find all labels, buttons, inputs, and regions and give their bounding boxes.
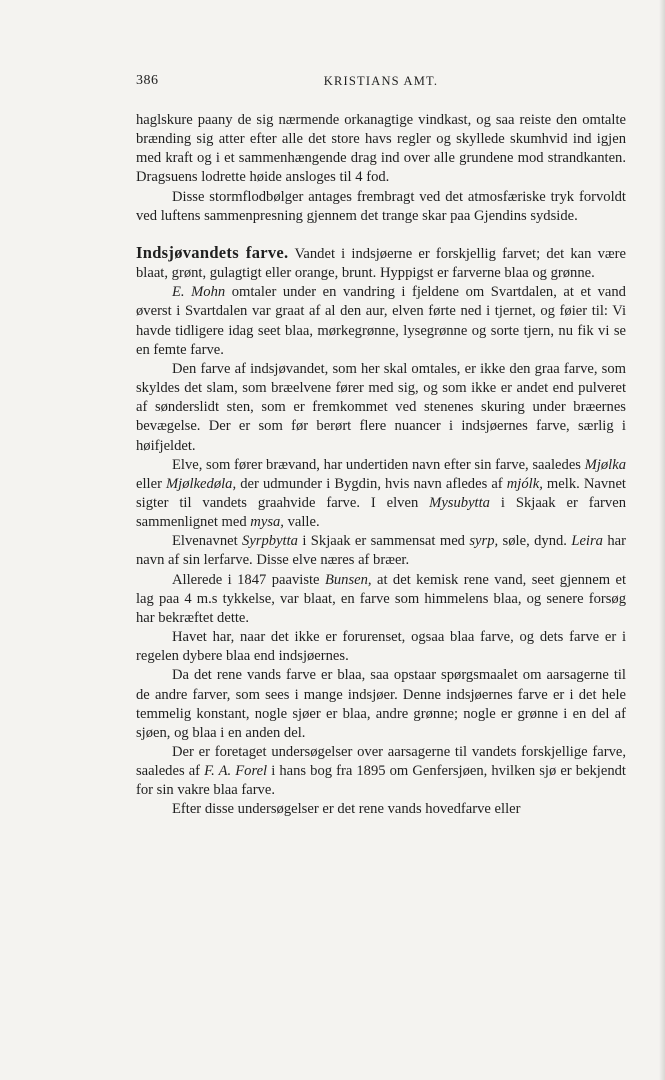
paragraph: haglskure paany de sig nærmende orkanagtige vindkast, og saa reiste den omtalte brænding sig atter efter alle det store havs regler og skyllede skumhvid ind igjen med kraft og i et sammenhængende drag ind over alle grundene mod strandkanten. Dragsuens lodrette høide ansloges til 4 fod. xyxy=(136,112,626,186)
paragraph xyxy=(136,283,626,360)
paragraph: Da det rene vands farve er blaa, saa opstaar spørgsmaalet om aarsagerne til de andre farver, som sees i mange indsjøer. Denne indsjøernes farve er i det hele temmelig konstant, nogle sjøer er blaa, andre grønne; nogle er grønne i en del af sjøen, og blaa i en anden del. xyxy=(136,667,626,741)
text-run: Elve, som fører brævand, har undertiden navn efter sin farve, saaledes xyxy=(172,456,585,473)
paragraph xyxy=(136,743,626,800)
paragraph-text: omtaler under en vandring i fjeldene om Svartdalen, at et vand øverst i Svartdalen var graat af al den aur, elven førte ned i tjernet, og føier til: Vi havde tidligere idag seet blaa, mørkegrønne, lysegrønne og sorte tjern, nu fik vi se en femte farve. xyxy=(136,284,626,358)
text-run: Elvenavnet xyxy=(172,533,243,550)
italic-term: Mysubytta xyxy=(429,494,490,511)
section-heading: Indsjøvandets farve. xyxy=(136,242,289,262)
paragraph xyxy=(136,456,626,533)
italic-term: mjólk, xyxy=(506,475,543,492)
text-run: i hans bog fra 1895 om Genfersjøen, hvilken sjø er bekjendt for sin vakre blaa farve. xyxy=(136,763,626,799)
italic-term: mysa, xyxy=(250,514,284,531)
text-run: der udmunder i Bygdin, hvis navn afledes af xyxy=(236,475,507,492)
body-text xyxy=(136,111,626,820)
person-name: F. A. Forel xyxy=(204,763,268,780)
paragraph xyxy=(136,571,626,628)
italic-term: Mjølkedøla, xyxy=(166,475,237,492)
text-run: Allerede i 1847 paaviste xyxy=(172,571,325,588)
italic-term: syrp, xyxy=(469,533,499,550)
person-name: E. Mohn xyxy=(172,284,226,301)
text-run: eller xyxy=(136,475,167,492)
text-run: valle. xyxy=(283,514,320,531)
paragraph: Havet har, naar det ikke er forurenset, ogsaa blaa farve, og dets farve er i regelen dybere blaa end indsjøernes. xyxy=(136,629,626,665)
text-run: at det kemisk rene vand, seet gjennem et lag paa 4 m.s tykkelse, var blaat, en farve som himmelens blaa, og senere forsøg har bekræftet dette. xyxy=(136,571,626,626)
paragraph: Disse stormflodbølger antages frembragt ved det atmosfæriske tryk forvoldt ved luftens sammenpresning gjennem det trange skar paa Gjendins sydside. xyxy=(136,188,626,224)
paragraph: Efter disse undersøgelser er det rene vands hovedfarve eller xyxy=(172,801,521,818)
paragraph: Den farve af indsjøvandet, som her skal omtales, er ikke den graa farve, som skyldes det slam, som bræelvene fører med sig, og som ikke er andet end pulveret af sønderslidt sten, som er fremkommet ved stenenes skuring under bræernes bevægelse. Der er som før berørt flere nuancer i indsjøernes farve, særlig i høifjeldet. xyxy=(136,360,626,454)
page-edge-shadow xyxy=(659,0,665,1080)
paragraph-text: Vandet i indsjøerne er forskjellig farvet; det kan være blaat, grønt, gulagtigt eller orange, brunt. Hyppigst er farverne blaa og grønne. xyxy=(136,245,626,282)
running-title: KRISTIANS AMT. xyxy=(323,74,439,88)
page-header xyxy=(136,73,626,93)
text-run: har navn af sin lerfarve. Disse elve næres af bræer. xyxy=(136,533,626,569)
page-number: 386 xyxy=(136,73,159,88)
text-run: i Skjaak er farven sammenlignet med xyxy=(136,494,626,531)
italic-term: Syrpbytta xyxy=(242,533,298,550)
italic-term: Leira xyxy=(571,533,603,550)
text-run: i Skjaak er sammensat med xyxy=(297,533,470,550)
section-paragraph xyxy=(136,243,626,283)
text-run: Der er foretaget undersøgelser over aarsagerne til vandets forskjellige farve, saaledes af xyxy=(136,744,626,780)
text-run: melk. Navnet sigter til vandets graahvide farve. I elven xyxy=(136,475,626,511)
italic-term: Mjølka xyxy=(584,456,626,473)
paragraph xyxy=(136,532,626,570)
text-run: søle, dynd. xyxy=(498,533,572,550)
person-name: Bunsen, xyxy=(324,571,372,588)
